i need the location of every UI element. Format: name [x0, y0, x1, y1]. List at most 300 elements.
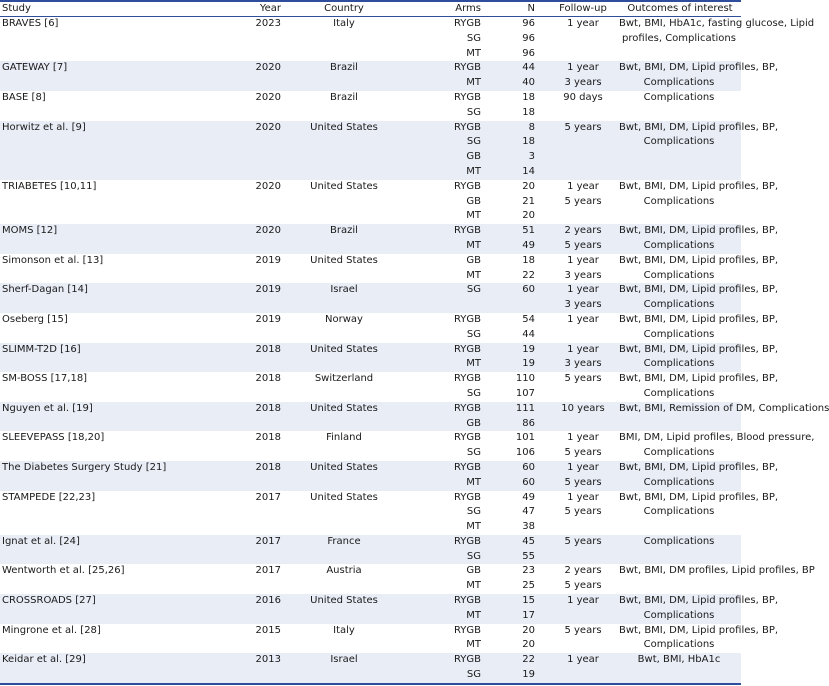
- cell-followup: [547, 594, 619, 624]
- cell-outcomes: [619, 402, 829, 432]
- cell-arms-line: RYGB: [453, 121, 481, 133]
- cell-study: [0, 91, 209, 121]
- cell-arms: [395, 283, 501, 313]
- cell-outcomes: [619, 535, 741, 565]
- cell-n-line: 60: [522, 461, 535, 473]
- cell-n: [501, 372, 547, 402]
- cell-arms-line: RYGB: [453, 461, 481, 473]
- cell-n-line: 96: [522, 18, 535, 29]
- header-followup: Follow-up: [547, 1, 619, 17]
- cell-country-text: United States: [310, 491, 378, 503]
- cell-study-text: GATEWAY [7]: [2, 62, 68, 74]
- cell-arms-line: GB: [466, 151, 481, 163]
- cell-year: [209, 594, 293, 624]
- cell-n-line: 96: [522, 32, 535, 44]
- cell-arms-line: RYGB: [453, 62, 481, 74]
- cell-n: [501, 283, 547, 313]
- cell-study: [0, 224, 209, 254]
- cell-arms-line: SG: [466, 136, 481, 148]
- table-row: [0, 402, 741, 432]
- cell-outcomes: [619, 431, 815, 461]
- cell-arms-line: RYGB: [453, 432, 481, 444]
- cell-year: [209, 313, 293, 343]
- cell-country-text: United States: [310, 343, 378, 355]
- cell-country-text: United States: [310, 121, 378, 133]
- cell-study-text: Oseberg [15]: [2, 313, 68, 325]
- cell-study-text: MOMS [12]: [2, 225, 58, 237]
- cell-year-text: 2019: [255, 313, 281, 325]
- cell-outcomes-line: Bwt, BMI, DM, Lipid profiles, BP,: [619, 254, 779, 266]
- cell-followup: [547, 491, 619, 535]
- cell-arms: [395, 17, 501, 62]
- cell-n-line: 38: [522, 521, 535, 533]
- cell-outcomes-line: Bwt, BMI, DM, Lipid profiles, BP,: [619, 343, 779, 355]
- cell-arms-line: SG: [466, 550, 481, 562]
- cell-country: [293, 180, 395, 224]
- cell-n-line: 55: [522, 550, 535, 562]
- cell-n-line: 14: [522, 165, 535, 177]
- header-country: Country: [293, 1, 395, 17]
- cell-n-line: 20: [522, 639, 535, 651]
- cell-n-line: 47: [522, 506, 535, 518]
- cell-arms-line: MT: [466, 77, 481, 89]
- cell-year: [209, 431, 293, 461]
- cell-n: [501, 180, 547, 224]
- cell-study: [0, 61, 209, 91]
- cell-country: [293, 224, 395, 254]
- cell-n-line: 22: [522, 654, 535, 666]
- cell-country: [293, 431, 395, 461]
- cell-followup: [547, 343, 619, 373]
- cell-arms-line: MT: [466, 580, 481, 592]
- header-outcomes: Outcomes of interest: [619, 1, 741, 17]
- cell-year: [209, 283, 293, 313]
- cell-arms-line: SG: [466, 447, 481, 459]
- cell-n-line: 45: [522, 535, 535, 547]
- cell-year: [209, 180, 293, 224]
- cell-study: [0, 402, 209, 432]
- cell-study: [0, 121, 209, 180]
- cell-arms: [395, 313, 501, 343]
- header-n: N: [501, 1, 547, 17]
- cell-outcomes: [619, 91, 741, 121]
- cell-arms-line: MT: [466, 609, 481, 621]
- cell-arms-line: RYGB: [453, 373, 481, 385]
- table-row: [0, 283, 741, 313]
- cell-outcomes-line: Complications: [643, 299, 715, 311]
- table-row: [0, 431, 741, 461]
- cell-study-text: Mingrone et al. [28]: [2, 624, 101, 636]
- cell-study-text: CROSSROADS [27]: [2, 595, 96, 607]
- cell-year: [209, 372, 293, 402]
- cell-study: [0, 594, 209, 624]
- cell-n-line: 18: [522, 106, 535, 118]
- cell-outcomes-line: Complications: [643, 239, 715, 251]
- cell-study: [0, 461, 209, 491]
- cell-country: [293, 313, 395, 343]
- cell-country-text: Italy: [333, 624, 355, 636]
- cell-outcomes-line: Bwt, BMI, DM, Lipid profiles, BP,: [619, 225, 779, 237]
- cell-followup: [547, 61, 619, 91]
- cell-country-text: United States: [310, 180, 378, 192]
- table-row: [0, 254, 741, 284]
- cell-outcomes-line: profiles, Complications: [622, 32, 736, 44]
- cell-n-line: 106: [515, 447, 535, 459]
- cell-year-text: 2020: [255, 225, 281, 237]
- cell-followup-line: 10 years: [561, 402, 605, 414]
- cell-followup-line: 1 year: [567, 284, 599, 296]
- header-year: Year: [209, 1, 293, 17]
- cell-arms: [395, 564, 501, 594]
- cell-followup: [547, 402, 619, 432]
- cell-arms-line: MT: [466, 269, 481, 281]
- cell-arms: [395, 372, 501, 402]
- cell-arms-line: SG: [466, 32, 481, 44]
- cell-outcomes-line: Complications: [643, 77, 715, 89]
- cell-arms-line: GB: [466, 417, 481, 429]
- table-row: [0, 594, 741, 624]
- cell-country-text: Brazil: [330, 62, 358, 74]
- cell-country: [293, 283, 395, 313]
- cell-arms-line: MT: [466, 476, 481, 488]
- cell-year-text: 2020: [255, 180, 281, 192]
- cell-followup-line: 1 year: [567, 432, 599, 444]
- cell-year-text: 2020: [255, 91, 281, 103]
- cell-year-text: 2018: [255, 461, 281, 473]
- cell-year-text: 2017: [255, 565, 281, 577]
- cell-country: [293, 91, 395, 121]
- cell-n-line: 23: [522, 565, 535, 577]
- cell-followup-line: 2 years: [564, 225, 602, 237]
- cell-outcomes-line: Bwt, BMI, DM, Lipid profiles, BP,: [619, 180, 779, 192]
- cell-outcomes-line: Complications: [643, 269, 715, 281]
- cell-outcomes-line: Bwt, BMI, Remission of DM, Complications: [619, 402, 829, 414]
- cell-study: [0, 491, 209, 535]
- cell-study: [0, 17, 209, 62]
- cell-n-line: 111: [515, 402, 535, 414]
- table-row: [0, 121, 741, 180]
- cell-followup-line: 5 years: [564, 624, 602, 636]
- cell-arms: [395, 343, 501, 373]
- cell-country: [293, 372, 395, 402]
- cell-n-line: 8: [528, 121, 535, 133]
- cell-followup-line: 5 years: [564, 373, 602, 385]
- cell-n-line: 21: [522, 195, 535, 207]
- header-study: Study: [0, 1, 209, 17]
- cell-n-line: 54: [522, 313, 535, 325]
- cell-outcomes-line: Bwt, BMI, DM, Lipid profiles, BP,: [619, 284, 779, 296]
- cell-country-text: France: [327, 535, 361, 547]
- cell-outcomes-line: Complications: [643, 358, 715, 370]
- cell-country-text: Norway: [325, 313, 363, 325]
- cell-outcomes: [619, 17, 815, 62]
- cell-year: [209, 254, 293, 284]
- cell-study-text: STAMPEDE [22,23]: [2, 491, 96, 503]
- cell-country: [293, 594, 395, 624]
- cell-year: [209, 564, 293, 594]
- cell-study: [0, 372, 209, 402]
- table-header: [0, 1, 741, 17]
- cell-n-line: 44: [522, 328, 535, 340]
- cell-country: [293, 61, 395, 91]
- cell-n-line: 20: [522, 210, 535, 222]
- cell-year: [209, 653, 293, 684]
- cell-followup-line: 3 years: [564, 358, 602, 370]
- cell-followup-line: 5 years: [564, 239, 602, 251]
- cell-arms: [395, 653, 501, 684]
- cell-arms: [395, 535, 501, 565]
- cell-followup-line: 3 years: [564, 269, 602, 281]
- cell-country: [293, 121, 395, 180]
- cell-outcomes-line: Bwt, BMI, HbA1c, fasting glucose, Lipid: [619, 18, 815, 29]
- cell-followup: [547, 564, 619, 594]
- cell-outcomes-line: Bwt, BMI, DM, Lipid profiles, BP,: [619, 313, 779, 325]
- cell-n: [501, 461, 547, 491]
- cell-year-text: 2023: [255, 18, 281, 29]
- table-row: [0, 624, 741, 654]
- cell-n: [501, 343, 547, 373]
- cell-country: [293, 624, 395, 654]
- cell-study-text: SLEEVEPASS [18,20]: [2, 432, 105, 444]
- cell-study: [0, 180, 209, 224]
- cell-study-text: Nguyen et al. [19]: [2, 402, 93, 414]
- cell-n-line: 110: [515, 373, 535, 385]
- cell-year: [209, 461, 293, 491]
- cell-year-text: 2020: [255, 62, 281, 74]
- cell-arms-line: RYGB: [453, 225, 481, 237]
- table-row: [0, 313, 741, 343]
- cell-arms-line: MT: [466, 165, 481, 177]
- cell-outcomes-line: Bwt, BMI, DM, Lipid profiles, BP,: [619, 62, 779, 74]
- cell-study: [0, 564, 209, 594]
- cell-followup-line: 2 years: [564, 565, 602, 577]
- cell-year-text: 2019: [255, 284, 281, 296]
- cell-study-text: Ignat et al. [24]: [2, 535, 80, 547]
- cell-n: [501, 653, 547, 684]
- cell-n: [501, 61, 547, 91]
- cell-outcomes-line: Complications: [643, 476, 715, 488]
- header-arms: Arms: [395, 1, 501, 17]
- cell-arms-line: SG: [466, 328, 481, 340]
- cell-outcomes-line: Bwt, BMI, DM profiles, Lipid profiles, BP: [619, 565, 815, 577]
- cell-followup: [547, 17, 619, 62]
- cell-n-line: 107: [515, 387, 535, 399]
- cell-followup: [547, 121, 619, 180]
- cell-n-line: 96: [522, 47, 535, 59]
- cell-n: [501, 254, 547, 284]
- table-row: [0, 653, 741, 684]
- cell-country-text: Switzerland: [314, 373, 374, 385]
- cell-n-line: 60: [522, 284, 535, 296]
- table-row: [0, 461, 741, 491]
- cell-outcomes-line: Bwt, BMI, DM, Lipid profiles, BP,: [619, 373, 779, 385]
- cell-outcomes: [619, 61, 779, 91]
- table-row: [0, 535, 741, 565]
- cell-n-line: 40: [522, 77, 535, 89]
- cell-study: [0, 313, 209, 343]
- cell-n: [501, 564, 547, 594]
- cell-n-line: 25: [522, 580, 535, 592]
- cell-country-text: Brazil: [330, 91, 358, 103]
- cell-followup: [547, 653, 619, 684]
- cell-arms-line: MT: [466, 639, 481, 651]
- cell-followup: [547, 431, 619, 461]
- cell-arms-line: SG: [466, 106, 481, 118]
- cell-followup-line: 5 years: [564, 195, 602, 207]
- cell-followup: [547, 535, 619, 565]
- cell-year: [209, 61, 293, 91]
- cell-n-line: 19: [522, 358, 535, 370]
- cell-arms-line: RYGB: [453, 535, 481, 547]
- cell-followup: [547, 461, 619, 491]
- cell-outcomes-line: Bwt, BMI, DM, Lipid profiles, BP,: [619, 491, 779, 503]
- cell-year-text: 2019: [255, 254, 281, 266]
- cell-year-text: 2016: [255, 595, 281, 607]
- cell-country: [293, 402, 395, 432]
- cell-n-line: 101: [515, 432, 535, 444]
- cell-outcomes: [619, 224, 779, 254]
- cell-year: [209, 535, 293, 565]
- cell-study: [0, 431, 209, 461]
- cell-n-line: 3: [528, 151, 535, 163]
- cell-year-text: 2018: [255, 432, 281, 444]
- cell-n-line: 15: [522, 595, 535, 607]
- cell-outcomes-line: Complications: [643, 609, 715, 621]
- cell-arms: [395, 254, 501, 284]
- cell-followup-line: 5 years: [564, 506, 602, 518]
- cell-arms-line: GB: [466, 195, 481, 207]
- table-row: [0, 372, 741, 402]
- cell-year: [209, 343, 293, 373]
- cell-followup-line: 5 years: [564, 580, 602, 592]
- cell-n: [501, 17, 547, 62]
- cell-year-text: 2017: [255, 491, 281, 503]
- cell-outcomes-line: Complications: [643, 639, 715, 651]
- cell-arms-line: RYGB: [453, 595, 481, 607]
- cell-year: [209, 121, 293, 180]
- cell-arms-line: GB: [466, 254, 481, 266]
- cell-study-text: Horwitz et al. [9]: [2, 121, 86, 133]
- cell-country: [293, 491, 395, 535]
- cell-arms-line: RYGB: [453, 313, 481, 325]
- cell-outcomes-line: Bwt, BMI, DM, Lipid profiles, BP,: [619, 121, 779, 133]
- cell-followup-line: 1 year: [567, 461, 599, 473]
- cell-followup-line: 3 years: [564, 77, 602, 89]
- cell-year: [209, 624, 293, 654]
- cell-n-line: 86: [522, 417, 535, 429]
- cell-country-text: United States: [310, 402, 378, 414]
- cell-year: [209, 91, 293, 121]
- cell-country-text: Austria: [326, 565, 362, 577]
- cell-n-line: 49: [522, 239, 535, 251]
- cell-followup-line: 5 years: [564, 447, 602, 459]
- cell-study-text: Wentworth et al. [25,26]: [2, 565, 125, 577]
- cell-arms-line: SG: [466, 284, 481, 296]
- cell-country-text: Italy: [333, 18, 355, 29]
- cell-country: [293, 564, 395, 594]
- cell-outcomes-line: Complications: [643, 387, 715, 399]
- cell-arms: [395, 402, 501, 432]
- cell-outcomes-line: Complications: [643, 136, 715, 148]
- cell-n: [501, 121, 547, 180]
- cell-study-text: Keidar et al. [29]: [2, 654, 86, 666]
- cell-arms-line: GB: [466, 565, 481, 577]
- cell-followup: [547, 372, 619, 402]
- cell-year-text: 2018: [255, 373, 281, 385]
- cell-n-line: 18: [522, 254, 535, 266]
- cell-arms-line: RYGB: [453, 402, 481, 414]
- cell-outcomes-line: Complications: [643, 195, 715, 207]
- cell-study-text: Sherf-Dagan [14]: [2, 284, 88, 296]
- cell-year-text: 2017: [255, 535, 281, 547]
- cell-country: [293, 343, 395, 373]
- cell-country-text: United States: [310, 461, 378, 473]
- cell-followup-line: 3 years: [564, 299, 602, 311]
- cell-n: [501, 402, 547, 432]
- table-row: [0, 491, 741, 535]
- cell-outcomes: [619, 343, 779, 373]
- cell-followup-line: 1 year: [567, 254, 599, 266]
- cell-arms-line: SG: [466, 506, 481, 518]
- table-row: [0, 91, 741, 121]
- cell-outcomes: [619, 254, 779, 284]
- cell-outcomes: [619, 180, 779, 224]
- cell-arms: [395, 491, 501, 535]
- cell-followup-line: 90 days: [563, 91, 603, 103]
- cell-arms-line: RYGB: [453, 654, 481, 666]
- cell-arms: [395, 461, 501, 491]
- cell-study-text: Simonson et al. [13]: [2, 254, 104, 266]
- cell-followup-line: 5 years: [564, 121, 602, 133]
- cell-country: [293, 254, 395, 284]
- cell-outcomes: [619, 372, 779, 402]
- cell-study-text: SM-BOSS [17,18]: [2, 373, 88, 385]
- cell-country-text: Finland: [326, 432, 362, 444]
- cell-outcomes-line: Complications: [643, 535, 715, 547]
- cell-n-line: 51: [522, 225, 535, 237]
- cell-n: [501, 594, 547, 624]
- cell-followup-line: 5 years: [564, 476, 602, 488]
- cell-followup: [547, 624, 619, 654]
- cell-country-text: Israel: [330, 284, 358, 296]
- cell-outcomes-line: Bwt, BMI, DM, Lipid profiles, BP,: [619, 461, 779, 473]
- cell-outcomes: [619, 121, 779, 180]
- cell-country-text: United States: [310, 254, 378, 266]
- cell-arms: [395, 121, 501, 180]
- cell-year: [209, 17, 293, 62]
- cell-study: [0, 535, 209, 565]
- cell-arms-line: MT: [466, 358, 481, 370]
- cell-arms-line: RYGB: [453, 624, 481, 636]
- cell-n-line: 19: [522, 343, 535, 355]
- cell-arms-line: SG: [466, 669, 481, 681]
- cell-followup-line: 1 year: [567, 595, 599, 607]
- cell-followup-line: 1 year: [567, 343, 599, 355]
- cell-outcomes-line: Bwt, BMI, DM, Lipid profiles, BP,: [619, 624, 779, 636]
- cell-outcomes-line: Complications: [643, 447, 715, 459]
- cell-study: [0, 624, 209, 654]
- cell-country: [293, 535, 395, 565]
- cell-study-text: The Diabetes Surgery Study [21]: [2, 461, 167, 473]
- cell-outcomes: [619, 313, 779, 343]
- cell-outcomes-line: Bwt, BMI, HbA1c: [637, 654, 721, 666]
- cell-year: [209, 224, 293, 254]
- cell-followup-line: 5 years: [564, 535, 602, 547]
- cell-outcomes: [619, 564, 815, 594]
- table-row: [0, 564, 741, 594]
- cell-n-line: 18: [522, 91, 535, 103]
- cell-n: [501, 313, 547, 343]
